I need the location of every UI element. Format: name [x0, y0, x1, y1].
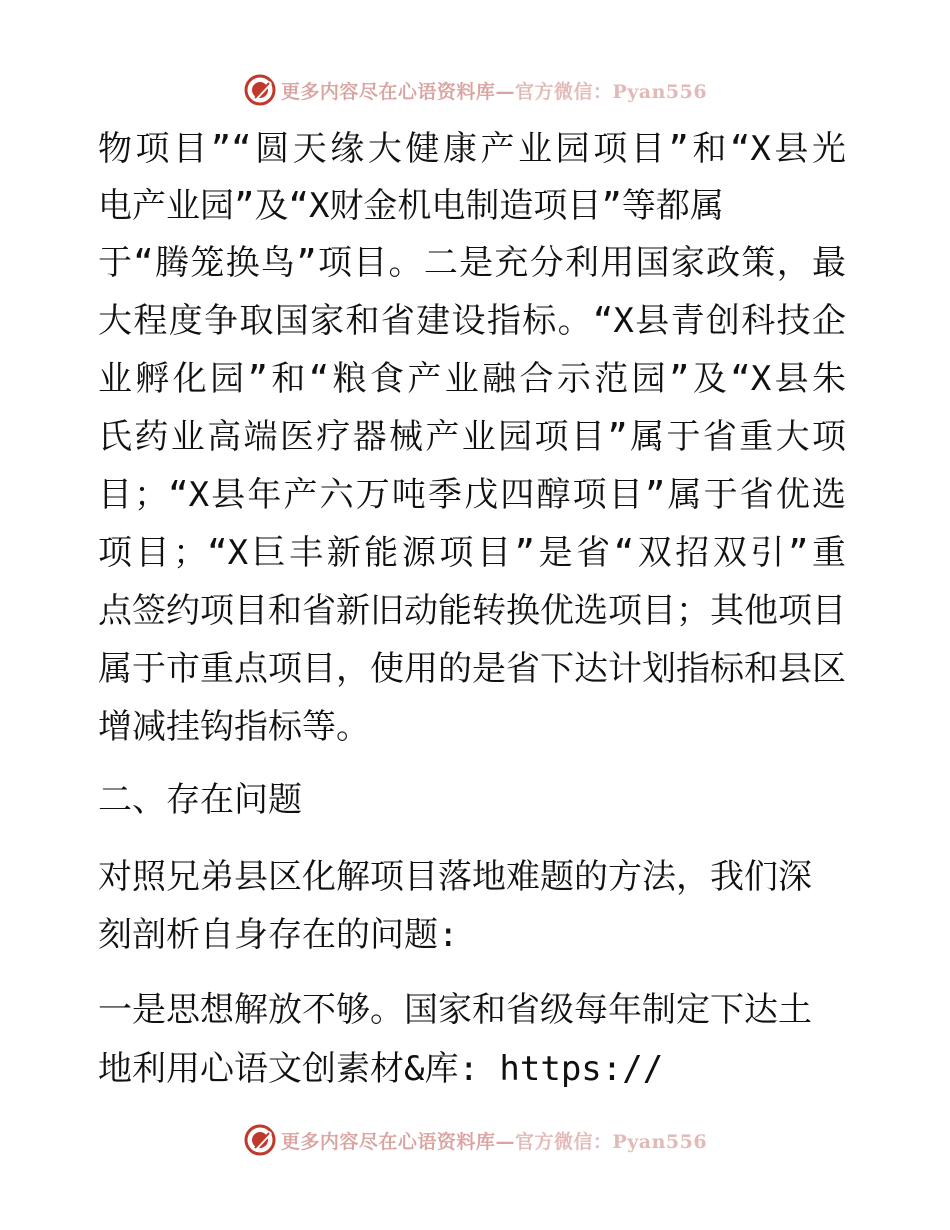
body-line: 地利用心语文创素材&库: https:// [98, 1049, 664, 1089]
header-banner [0, 68, 950, 112]
banner-text [281, 77, 707, 104]
banner-dash: — [495, 1130, 515, 1153]
body-line: 属于市重点项目，使用的是省下达计划指标和县区 [98, 649, 846, 689]
footer-banner [0, 1118, 950, 1162]
body-line: 电产业园”及“X财金机电制造项目”等都属 [98, 186, 724, 226]
banner-wechat-label: 官方微信： [514, 80, 613, 103]
body-line: 刻剖析自身存在的问题: [98, 915, 459, 955]
body-line: 一是思想解放不够。国家和省级每年制定下达土 [98, 990, 812, 1030]
banner-text [281, 1127, 707, 1154]
body-line: 物项目”“圆天缘大健康产业园项目”和“X县光 [98, 129, 846, 169]
banner-wechat-id: Pyan556 [612, 80, 708, 103]
body-line: 项目；“X巨丰新能源项目”是省“双招双引”重 [98, 533, 846, 573]
body-line: 目；“X县年产六万吨季戊四醇项目”属于省优选 [98, 475, 846, 515]
banner-main-text: 更多内容尽在心语资料库 [280, 80, 496, 103]
banner-main-text: 更多内容尽在心语资料库 [280, 1130, 496, 1153]
body-line: 增减挂钩指标等。 [98, 707, 370, 747]
banner-dash: — [495, 80, 515, 103]
brand-logo-icon [243, 73, 277, 107]
section-heading: 二、存在问题 [98, 780, 302, 820]
body-line: 业孵化园”和“粮食产业融合示范园”及“X县朱 [98, 359, 846, 399]
body-line: 点签约项目和省新旧动能转换优选项目；其他项目 [98, 591, 846, 631]
banner-wechat-id: Pyan556 [612, 1130, 708, 1153]
body-line: 对照兄弟县区化解项目落地难题的方法，我们深 [98, 857, 812, 897]
body-line: 氏药业高端医疗器械产业园项目”属于省重大项 [98, 417, 846, 457]
brand-logo-icon [243, 1123, 277, 1157]
body-line: 大程度争取国家和省建设指标。“X县青创科技企 [98, 301, 846, 341]
banner-wechat-label: 官方微信： [514, 1130, 613, 1153]
body-line: 于“腾笼换鸟”项目。二是充分利用国家政策，最 [98, 243, 846, 283]
